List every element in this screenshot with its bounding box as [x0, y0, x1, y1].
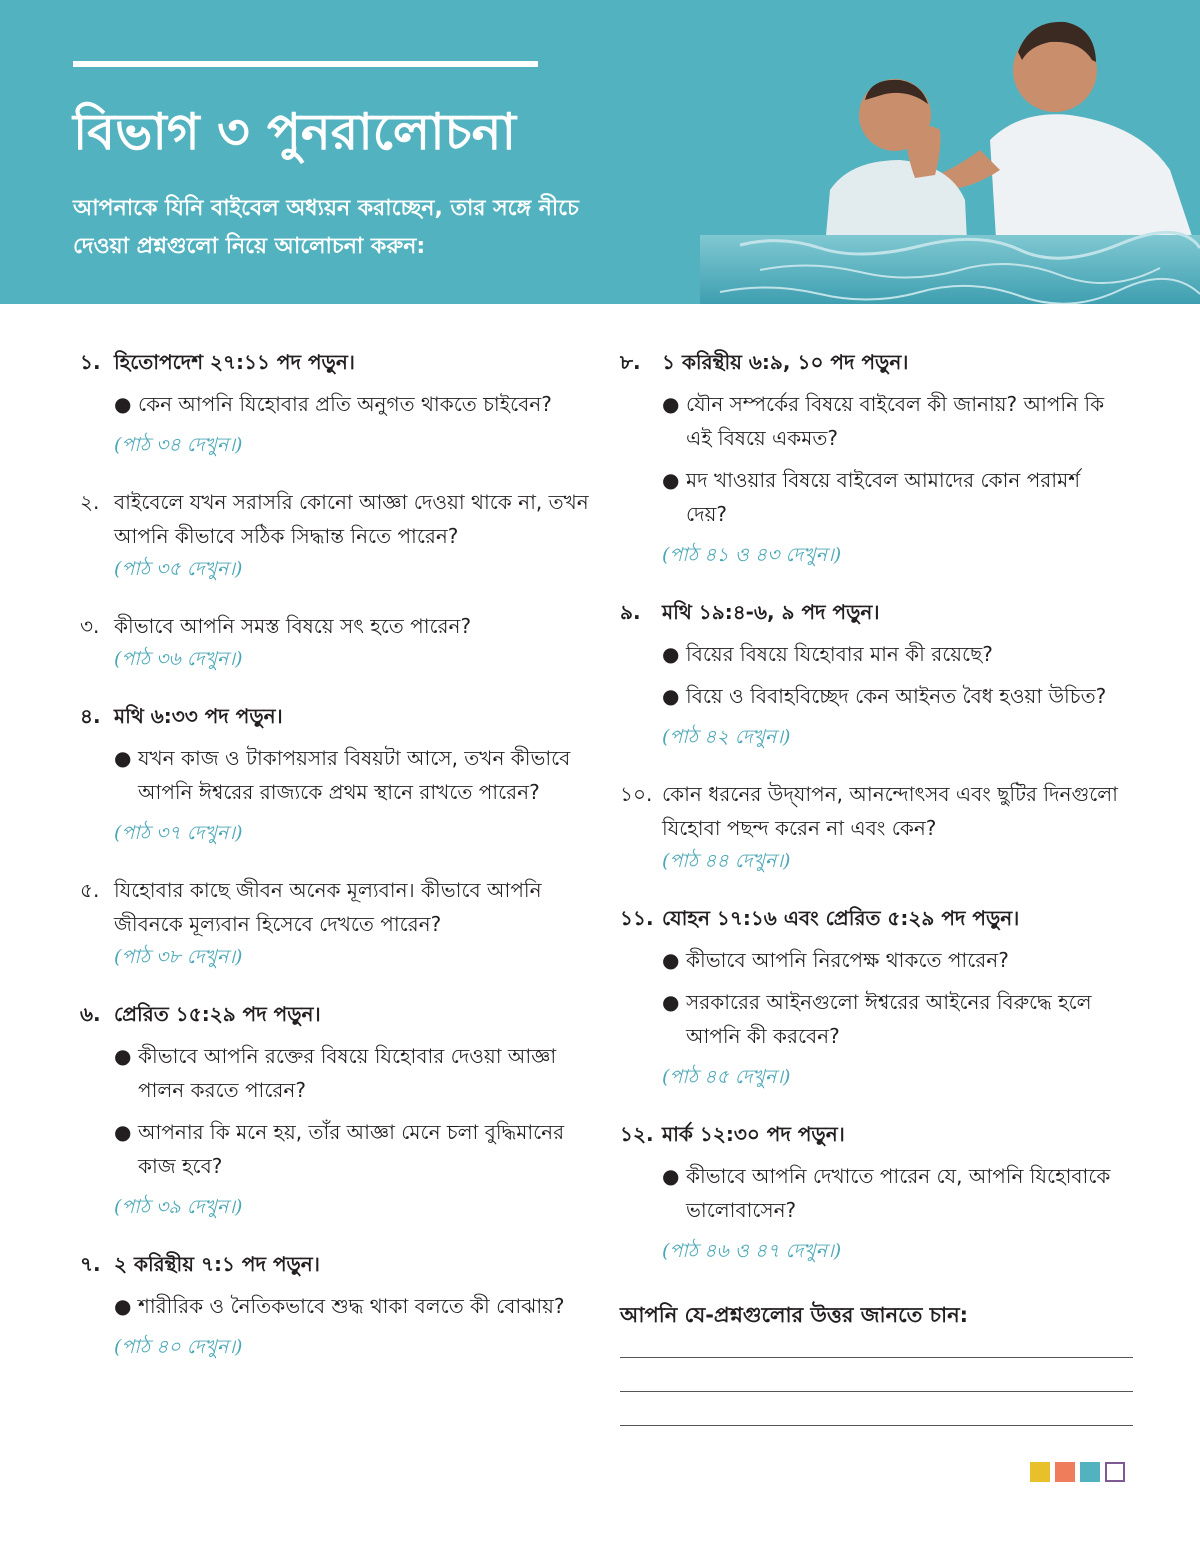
lesson-reference: (পাঠ ৩৯ দেখুন।): [114, 1196, 243, 1218]
questions-right-column: [620, 345, 1120, 1291]
question-item: [80, 485, 600, 585]
bullet-text: যৌন সম্পর্কের বিষয়ে বাইবেল কী জানায়? আপনি কি এই বিষয়ে একমত?: [686, 392, 1105, 450]
page-title: বিভাগ ৩ পুনরালোচনা: [73, 103, 516, 161]
question-text: যোহন ১৭:১৬ এবং প্রেরিত ৫:২৯ পদ পড়ুন।: [662, 906, 1020, 930]
question-line: [80, 1247, 600, 1281]
question-text: ১ করিন্থীয় ৬:৯, ১০ পদ পড়ুন।: [662, 350, 909, 374]
orange-square: [1055, 1462, 1075, 1482]
question-line: [80, 609, 600, 643]
bullet-text: যখন কাজ ও টাকাপয়সার বিষয়টা আসে, তখন কীভাবে আপনি ঈশ্বরের রাজ্যকে প্রথম স্থানে রাখতে পারেন?: [138, 746, 571, 804]
bullet-list: [80, 1289, 600, 1323]
question-text: যিহোবার কাছে জীবন অনেক মূল্যবান। কীভাবে আপনি জীবনকে মূল্যবান হিসেবে দেখতে পারেন?: [114, 878, 542, 936]
question-number: ৭.: [80, 1252, 101, 1276]
question-line: [80, 699, 600, 733]
bullet-item: [114, 1115, 600, 1183]
bullet-item: [662, 943, 1120, 977]
bullet-text: বিয়ের বিষয়ে যিহোবার মান কী রয়েছে?: [686, 642, 993, 666]
question-number: ৫.: [80, 878, 100, 902]
bullet-text: শারীরিক ও নৈতিকভাবে শুদ্ধ থাকা বলতে কী বোঝায়?: [138, 1294, 565, 1318]
question-item: [80, 873, 600, 973]
bullet-item: [114, 741, 600, 809]
question-number: ৩.: [80, 614, 100, 638]
lesson-reference: (পাঠ ৩৪ দেখুন।): [114, 434, 243, 456]
header-rule: [73, 61, 538, 67]
bullet-text: কীভাবে আপনি দেখাতে পারেন যে, আপনি যিহোবাকে ভালোবাসেন?: [686, 1164, 1111, 1222]
question-text: প্রেরিত ১৫:২৯ পদ পড়ুন।: [114, 1002, 321, 1026]
question-item: [80, 997, 600, 1223]
teal-square: [1080, 1462, 1100, 1482]
note-line[interactable]: [620, 1391, 1133, 1392]
question-number: ২.: [80, 490, 100, 514]
question-line: [80, 997, 600, 1031]
question-text: মথি ১৯:৪-৬, ৯ পদ পড়ুন।: [662, 600, 880, 624]
question-text: কোন ধরনের উদ্‌যাপন, আনন্দোৎসব এবং ছুটির দিনগুলো যিহোবা পছন্দ করেন না এবং কেন?: [662, 782, 1118, 840]
question-text: মার্ক ১২:৩০ পদ পড়ুন।: [662, 1122, 845, 1146]
bullet-dot-icon: ●: [662, 1164, 680, 1188]
note-line[interactable]: [620, 1357, 1133, 1358]
question-line: [80, 873, 600, 941]
lesson-reference: (পাঠ ৩৮ দেখুন।): [114, 946, 243, 968]
bullet-dot-icon: ●: [114, 1044, 132, 1068]
bullet-item: [662, 637, 1120, 671]
question-number: ১২.: [620, 1122, 654, 1146]
notes-heading: আপনি যে-প্রশ্নগুলোর উত্তর জানতে চান:: [620, 1303, 969, 1327]
lesson-reference: (পাঠ ৪১ ও ৪৩ দেখুন।): [662, 544, 842, 566]
question-number: ৯.: [620, 600, 641, 624]
bullet-dot-icon: ●: [662, 990, 680, 1014]
lesson-reference: (পাঠ ৪২ দেখুন।): [662, 726, 791, 748]
yellow-square: [1030, 1462, 1050, 1482]
question-line: [620, 901, 1120, 935]
lesson-reference: (পাঠ ৪৬ ও ৪৭ দেখুন।): [662, 1240, 842, 1262]
bullet-text: আপনার কি মনে হয়, তাঁর আজ্ঞা মেনে চলা বুদ্ধিমানের কাজ হবে?: [138, 1120, 565, 1178]
question-number: ৬.: [80, 1002, 101, 1026]
bullet-item: [662, 387, 1120, 455]
bullet-list: [80, 741, 600, 809]
question-item: [620, 901, 1120, 1093]
bullet-list: [80, 387, 600, 421]
bullet-dot-icon: ●: [662, 948, 680, 972]
header-banner: [0, 0, 1200, 304]
question-item: [620, 777, 1120, 877]
bullet-item: [114, 387, 600, 421]
question-line: [80, 345, 600, 379]
question-line: [80, 485, 600, 553]
lesson-reference: (পাঠ ৩৭ দেখুন।): [114, 822, 243, 844]
question-item: [80, 699, 600, 849]
bullet-text: কীভাবে আপনি নিরপেক্ষ থাকতে পারেন?: [686, 948, 1009, 972]
bullet-item: [662, 985, 1120, 1053]
bullet-dot-icon: ●: [662, 642, 680, 666]
bullet-dot-icon: ●: [114, 1120, 132, 1144]
question-item: [80, 1247, 600, 1363]
questions-left-column: [80, 345, 600, 1387]
question-line: [620, 777, 1120, 845]
bullet-text: সরকারের আইনগুলো ঈশ্বরের আইনের বিরুদ্ধে হলে আপনি কী করবেন?: [686, 990, 1092, 1048]
bullet-item: [662, 679, 1120, 713]
lesson-reference: (পাঠ ৩৫ দেখুন।): [114, 558, 243, 580]
bullet-list: [620, 637, 1120, 713]
question-number: ১১.: [620, 906, 654, 930]
bullet-dot-icon: ●: [662, 468, 680, 492]
bullet-item: [114, 1039, 600, 1107]
bullet-text: বিয়ে ও বিবাহবিচ্ছেদ কেন আইনত বৈধ হওয়া উচিত?: [686, 684, 1107, 708]
bullet-item: [114, 1289, 600, 1323]
bullet-item: [662, 463, 1120, 531]
lesson-reference: (পাঠ ৪৫ দেখুন।): [662, 1066, 791, 1088]
question-item: [620, 345, 1120, 571]
bullet-text: কীভাবে আপনি রক্তের বিষয়ে যিহোবার দেওয়া আজ্ঞা পালন করতে পারেন?: [138, 1044, 557, 1102]
lesson-reference: (পাঠ ৪০ দেখুন।): [114, 1336, 243, 1358]
bullet-item: [662, 1159, 1120, 1227]
question-line: [620, 345, 1120, 379]
decorative-squares: [1030, 1462, 1125, 1482]
question-text: বাইবেলে যখন সরাসরি কোনো আজ্ঞা দেওয়া থাকে না, তখন আপনি কীভাবে সঠিক সিদ্ধান্ত নিতে পারেন?: [114, 490, 589, 548]
question-item: [620, 595, 1120, 753]
bullet-list: [620, 1159, 1120, 1227]
question-number: ৮.: [620, 350, 641, 374]
question-number: ৪.: [80, 704, 101, 728]
bullet-dot-icon: ●: [662, 392, 680, 416]
purple-outline-square: [1105, 1462, 1125, 1482]
question-number: ১.: [80, 350, 101, 374]
question-text: মথি ৬:৩৩ পদ পড়ুন।: [114, 704, 283, 728]
lesson-reference: (পাঠ ৪৪ দেখুন।): [662, 850, 791, 872]
bullet-list: [80, 1039, 600, 1183]
question-number: ১০.: [620, 782, 653, 806]
question-item: [620, 1117, 1120, 1267]
bullet-list: [620, 943, 1120, 1053]
bullet-list: [620, 387, 1120, 531]
question-text: ২ করিন্থীয় ৭:১ পদ পড়ুন।: [114, 1252, 320, 1276]
lesson-reference: (পাঠ ৩৬ দেখুন।): [114, 648, 243, 670]
note-line[interactable]: [620, 1425, 1133, 1426]
bullet-text: কেন আপনি যিহোবার প্রতি অনুগত থাকতে চাইবেন?: [138, 392, 552, 416]
question-line: [620, 1117, 1120, 1151]
page-subtitle: আপনাকে যিনি বাইবেল অধ্যয়ন করাচ্ছেন, তার সঙ্গে নীচে দেওয়া প্রশ্নগুলো নিয়ে আলোচনা করুন:: [73, 196, 579, 259]
bullet-dot-icon: ●: [114, 746, 132, 770]
question-text: কীভাবে আপনি সমস্ত বিষয়ে সৎ হতে পারেন?: [114, 614, 472, 638]
question-line: [620, 595, 1120, 629]
bullet-text: মদ খাওয়ার বিষয়ে বাইবেল আমাদের কোন পরামর্শ দেয়?: [686, 468, 1081, 526]
question-text: হিতোপদেশ ২৭:১১ পদ পড়ুন।: [114, 350, 355, 374]
question-item: [80, 345, 600, 461]
bullet-dot-icon: ●: [114, 1294, 132, 1318]
question-item: [80, 609, 600, 675]
bullet-dot-icon: ●: [114, 392, 132, 416]
baptism-illustration: [700, 0, 1200, 304]
bullet-dot-icon: ●: [662, 684, 680, 708]
